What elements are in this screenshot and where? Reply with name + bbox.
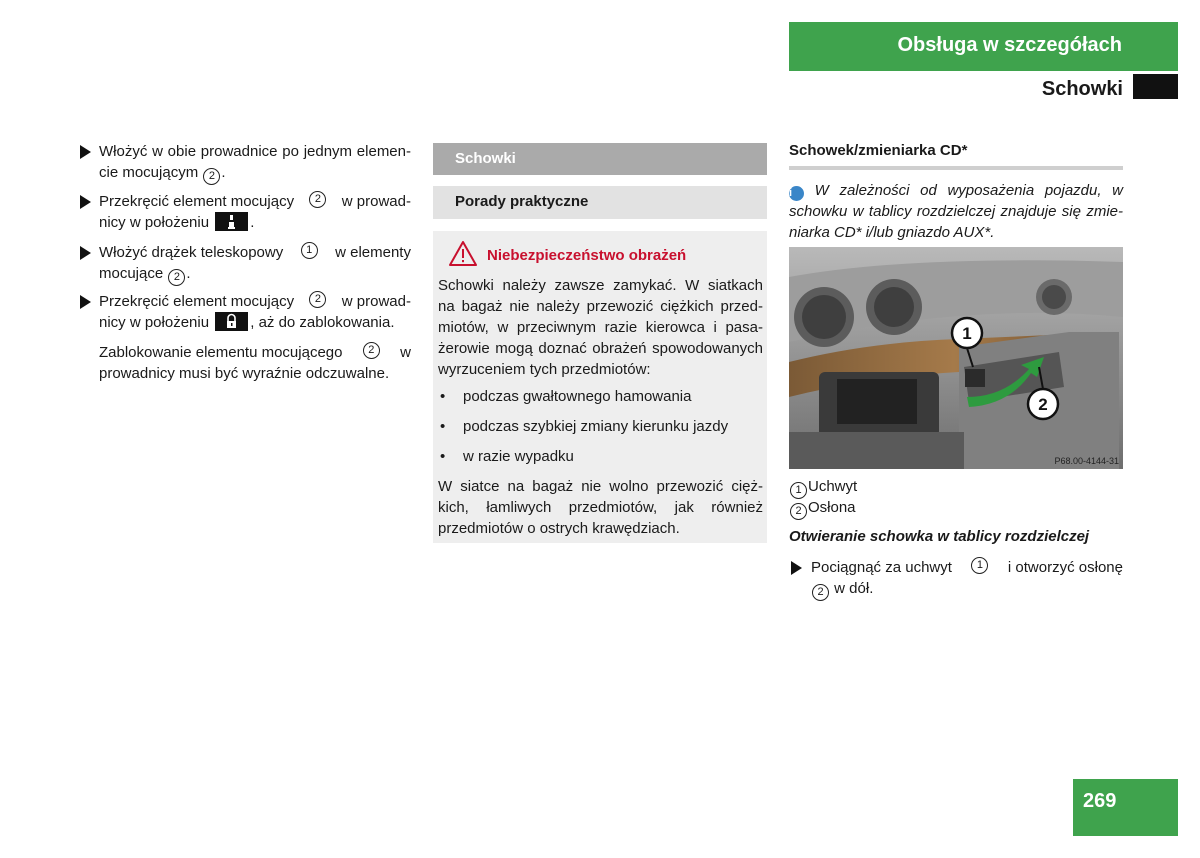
step-text: nicy w położeniu [99,214,210,231]
warning-box [433,231,767,543]
step-text: Włożyć drążek teleskopowy [99,244,284,261]
warning-line: miotów, w przeciwnym razie kierowca i pasa- [438,319,763,336]
callout-number: 2 [363,342,380,359]
warning-bullet: podczas szybkiej zmiany kierunku jazdy [463,418,729,435]
step-1 [80,141,411,185]
bullet-dot: • [440,448,446,465]
step-text: Przekręcić element mocujący [99,293,295,310]
callout-number: 2 [168,269,185,286]
callout-number: 2 [203,168,220,185]
warning-bullet: podczas gwałtownego hamowania [463,388,692,405]
warning-line: wyrzuceniem tych przedmiotów: [438,361,651,378]
arrow-icon [80,295,91,309]
step-4 [80,291,411,333]
page-number: 269 [1083,790,1117,812]
info-note [789,180,1123,243]
step-text: w prowad- [341,193,411,210]
warning-title: Niebezpieczeństwo obrażeń [487,247,687,264]
column-subtitle-bar [433,186,767,219]
warning-line: przedmiotów o ostrych krawędziach. [438,520,680,537]
photo-callout-1: 1 [962,324,972,343]
warning-closing [438,476,763,539]
warning-line: W siatce na bagaż nie wolno przewozić cięż- [438,478,763,495]
column-title: Schowki [455,150,516,167]
info-line: schowku w tablicy rozdzielczej znajduje się zmie- [789,203,1123,220]
callout-number: 2 [309,291,326,308]
step-text: . [221,164,226,181]
step-text: w prowad- [341,293,411,310]
warning-triangle-icon [448,240,478,267]
column-subtitle: Porady praktyczne [455,193,589,210]
photo-callout-2: 2 [1038,395,1048,414]
info-icon: i [789,186,804,201]
step-text: nicy w położeniu [99,314,210,331]
step-text: w dół. [834,580,874,597]
callout-number: 1 [971,557,988,574]
step-text: , aż do zablokowania. [250,314,395,331]
info-line: W zależności od wyposażenia pojazdu, w [814,182,1124,199]
legend-item-2 [789,499,856,520]
step-text: Włożyć w obie prowadnice po jednym elemen- [99,143,411,160]
lock-position-icon [215,312,248,331]
column-title-bar [433,143,767,175]
step-text: Przekręcić element mocujący [99,193,295,210]
warning-line: Schowki należy zawsze zamykać. W siatkach [438,277,763,294]
glovebox-photo [789,247,1123,469]
procedure-step [791,557,1123,601]
legend-label: Uchwyt [808,478,858,495]
warning-paragraph [438,275,763,380]
section-heading: Schowek/zmieniarka CD* [789,142,968,159]
step-text: Pociągnąć za uchwyt [811,559,952,576]
info-line: niarka CD* i/lub gniazdo AUX*. [789,224,995,241]
step-text: cie mocującym [99,164,199,181]
photo-code: P68.00-4144-31 [1054,456,1119,466]
callout-number: 2 [812,584,829,601]
page-number-box [1073,779,1178,836]
step-text: w elementy [335,244,411,261]
legend-label: Osłona [808,499,856,516]
bullet-dot: • [440,388,446,405]
callout-number: 1 [301,242,318,259]
heading-rule [789,166,1123,170]
callout-number: 1 [790,482,807,499]
warning-line: kich, łamliwych przedmiotów, jak również [438,499,763,516]
arrow-icon [80,145,91,159]
legend-item-1 [789,478,857,499]
procedure-title: Otwieranie schowka w tablicy rozdzielczej [789,528,1090,545]
arrow-icon [80,246,91,260]
step-text: . [250,214,255,231]
header-marker [1133,74,1178,99]
section-title: Obsługa w szczegółach [897,34,1122,56]
warning-bullet: w razie wypadku [463,448,574,465]
step-text: mocujące [99,265,164,282]
note-text: Zablokowanie elementu mocującego [99,344,343,361]
section-header [789,22,1178,71]
callout-number: 2 [309,191,326,208]
step-text: . [186,265,191,282]
note-text: prowadnicy musi być wyraźnie odczuwalne. [99,365,390,382]
bullet-dot: • [440,418,446,435]
step-2 [80,191,411,233]
note-text: w [400,344,411,361]
warning-line: na bagaż nie należy przewozić ciężkich przed- [438,298,763,315]
step-3 [80,242,411,286]
callout-number: 2 [790,503,807,520]
unlock-position-icon [215,212,248,231]
step-text: i otworzyć osłonę [1007,559,1123,576]
arrow-icon [80,195,91,209]
warning-line: żerowie mogą doznać obrażeń spowodowanych [438,340,763,357]
note-paragraph [99,342,411,384]
subsection-title: Schowki [1041,78,1123,100]
arrow-icon [791,561,802,575]
